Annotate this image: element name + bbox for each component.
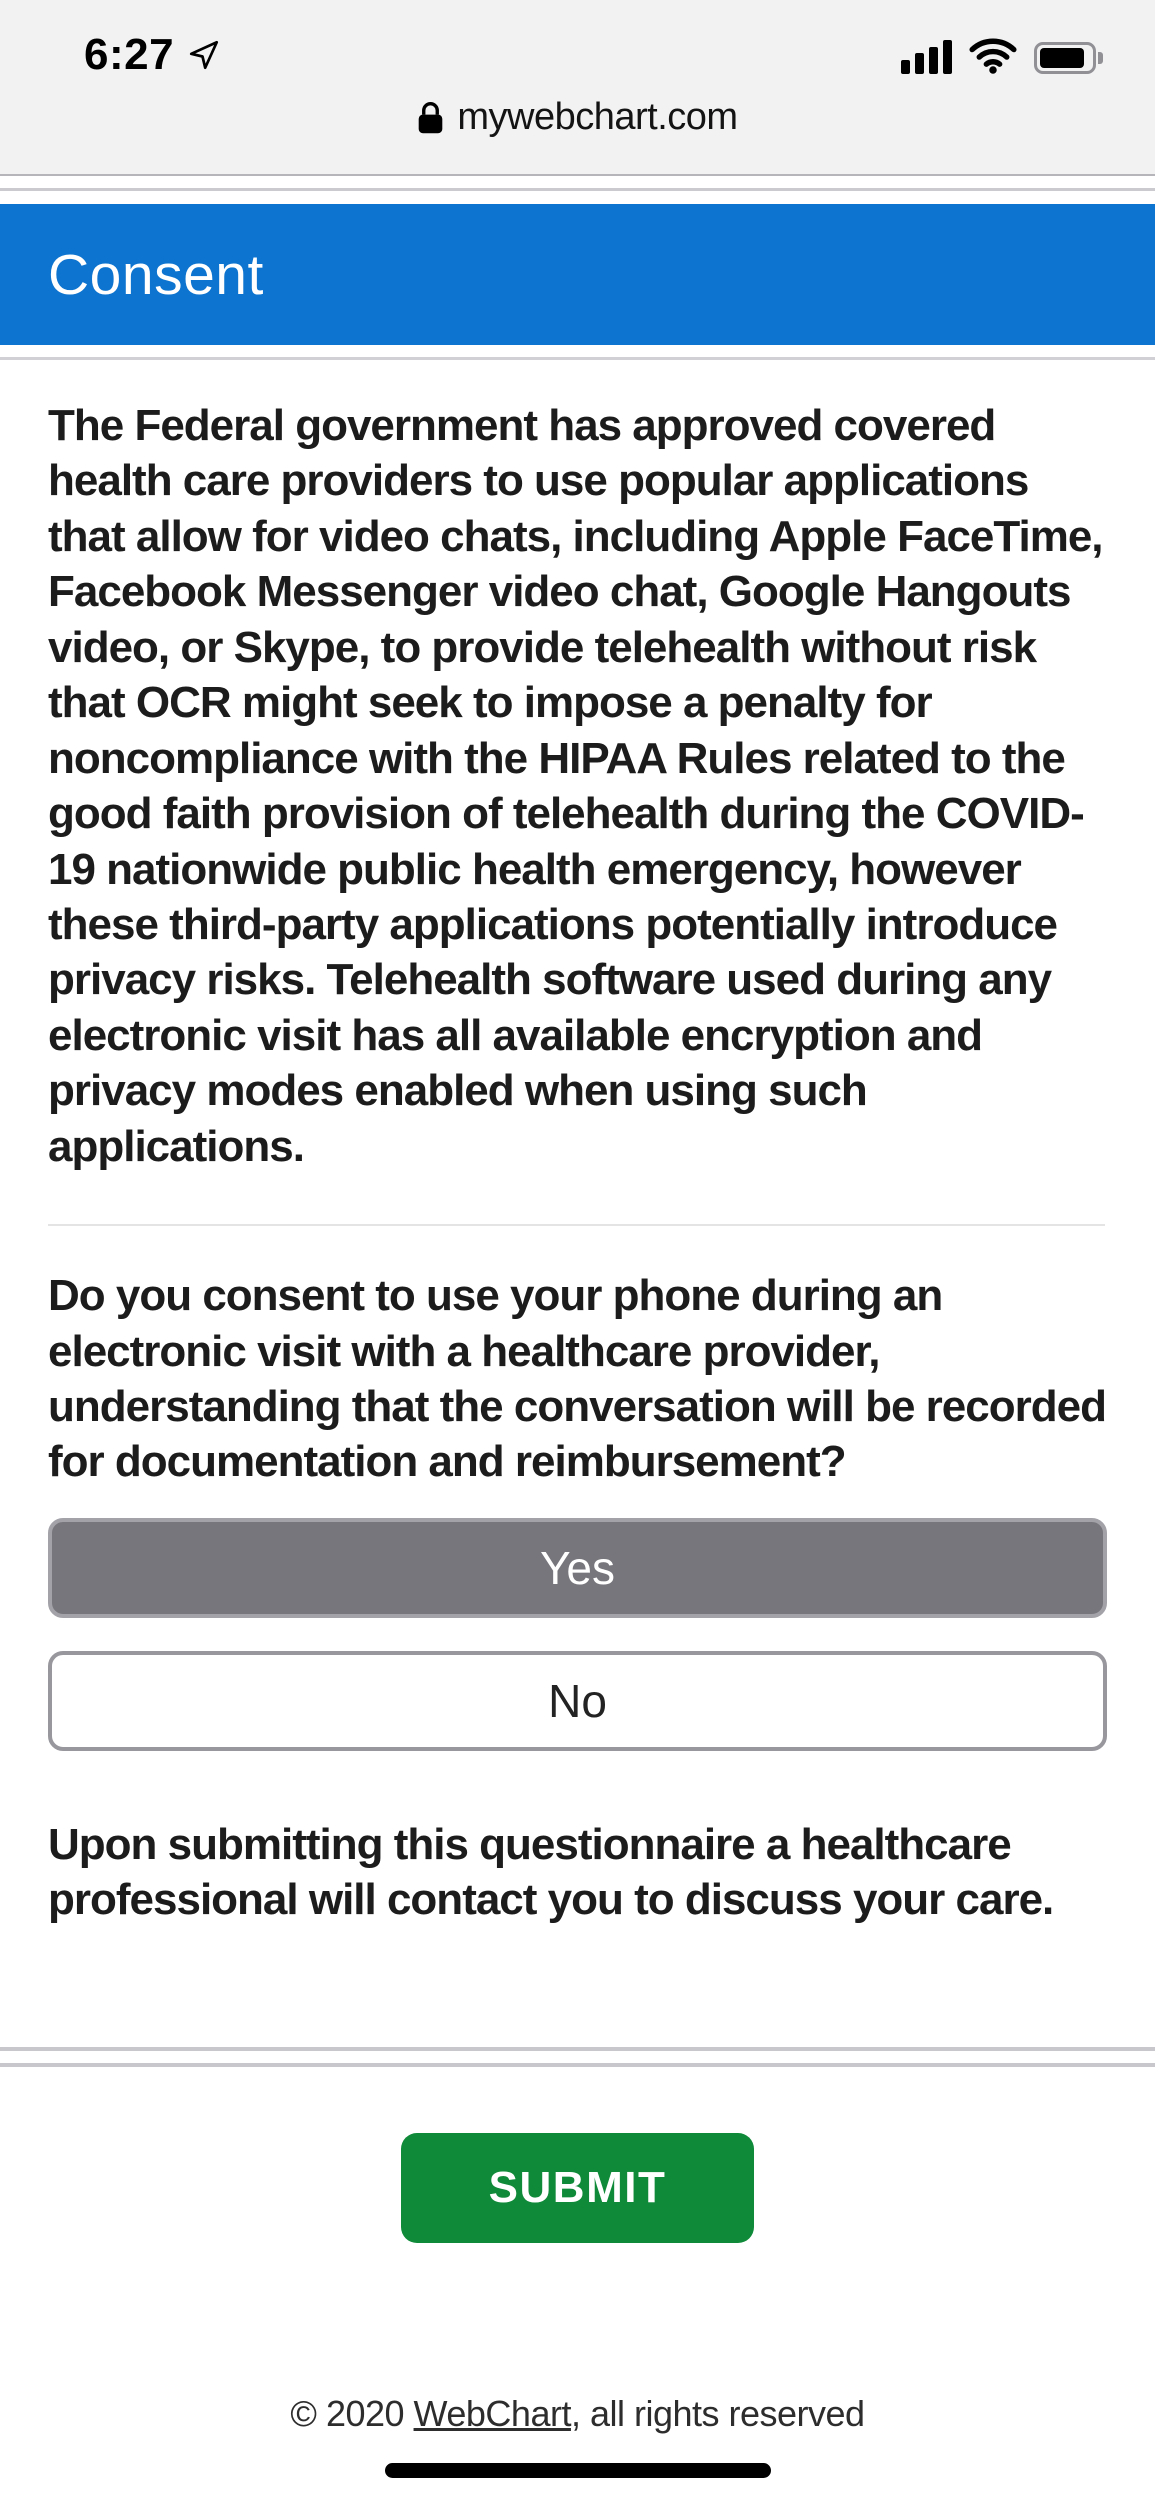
followup-note: Upon submitting this questionnaire a healthcare professional will contact you to discuss your care. <box>48 1819 1054 1925</box>
status-time-group <box>84 30 222 80</box>
consent-question: Do you consent to use your phone during an electronic visit with a healthcare provider, understanding that the conversation will be recorded for documentation and reimbursement? <box>48 1271 1106 1487</box>
copyright-suffix: , all rights reserved <box>570 2393 865 2434</box>
page-header-banner <box>0 204 1155 345</box>
home-indicator-handle[interactable] <box>385 2463 771 2478</box>
battery-icon <box>1034 42 1103 74</box>
answer-no-button[interactable]: No <box>48 1651 1107 1751</box>
banner-rule <box>0 357 1155 360</box>
lock-icon <box>417 101 444 135</box>
address-bar[interactable] <box>0 96 1155 139</box>
submit-button[interactable]: SUBMIT <box>401 2133 755 2243</box>
double-rule <box>0 2047 1155 2067</box>
status-bar <box>0 0 1155 80</box>
top-rule <box>0 188 1155 191</box>
webchart-link[interactable]: WebChart <box>413 2393 571 2434</box>
status-icons <box>901 36 1103 74</box>
cellular-signal-icon <box>901 40 952 74</box>
copyright-prefix: © 2020 <box>290 2393 414 2434</box>
wifi-icon <box>968 36 1018 74</box>
form-footer-section <box>0 2047 1155 2435</box>
page-title: Consent <box>48 242 264 307</box>
answer-yes-button[interactable]: Yes <box>48 1518 1107 1618</box>
browser-chrome <box>0 0 1155 176</box>
location-arrow-icon <box>186 37 222 73</box>
consent-paragraph: The Federal government has approved covered health care providers to use popular applications that allow for video chats, including Apple FaceTime, Facebook Messenger video chat, Google Hangouts video, or Skype, to provide telehealth without risk that OCR might seek to impose a penalty for noncompliance with the HIPAA Rules related to the good faith provision of telehealth during the COVID-19 nationwide public health emergency, however these third-party applications potentially introduce privacy risks. Telehealth software used during any electronic visit has all available encryption and privacy modes enabled when using such applications. <box>48 401 1103 1171</box>
section-divider <box>48 1224 1105 1226</box>
url-text: mywebchart.com <box>457 96 738 138</box>
copyright-footer <box>0 2393 1155 2435</box>
consent-form <box>0 398 1155 1928</box>
status-time: 6:27 <box>84 30 175 79</box>
